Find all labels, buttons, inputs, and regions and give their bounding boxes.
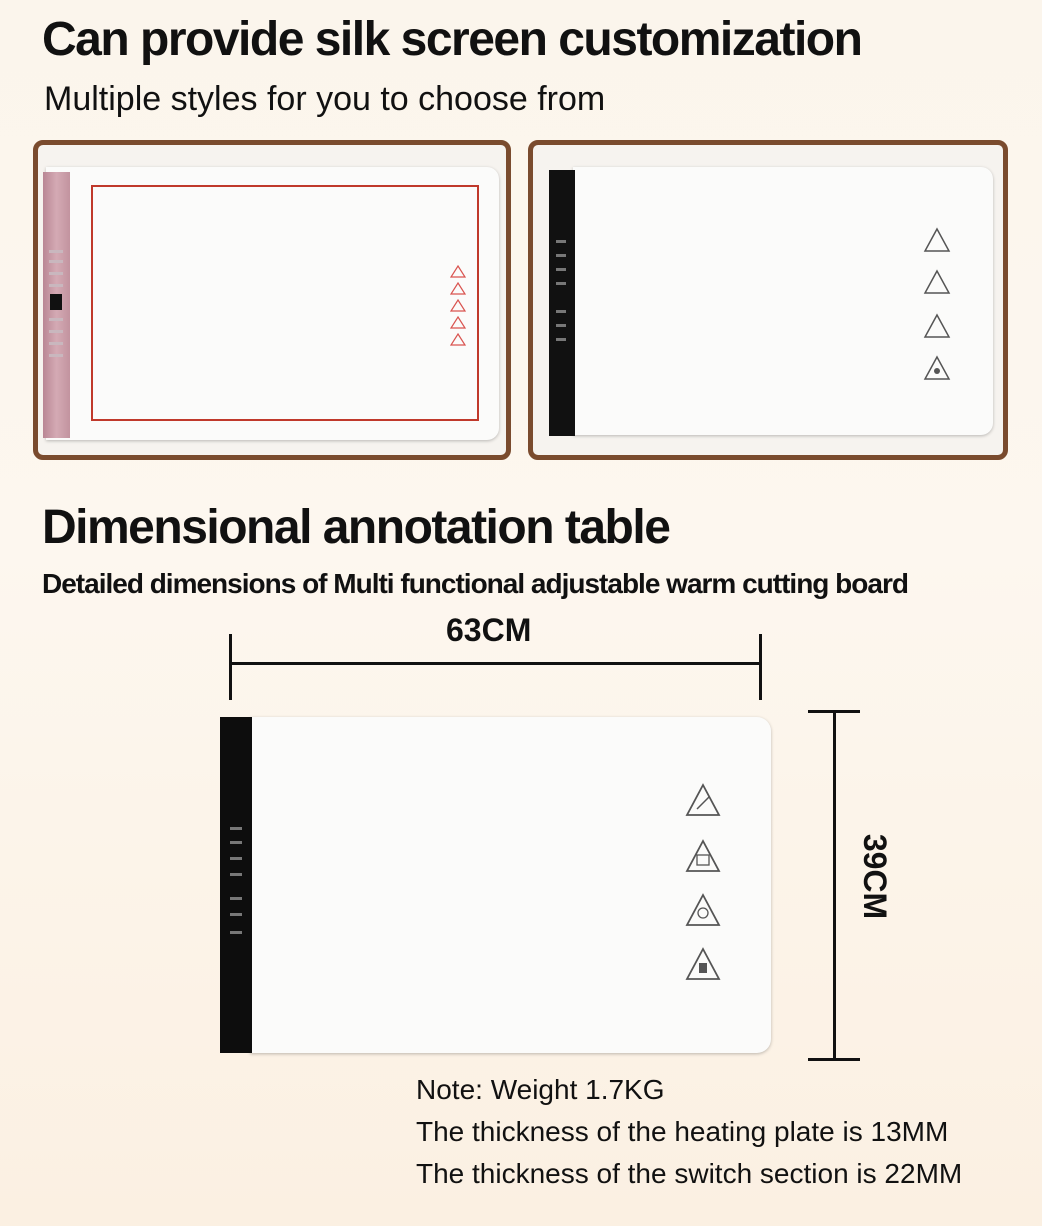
supervise-children-icon [925, 315, 949, 337]
section-title: Dimensional annotation table [42, 501, 670, 554]
note-switch-thickness: The thickness of the switch section is 22MM [416, 1158, 963, 1189]
supervise-children-icon [451, 300, 465, 311]
red-border-frame [91, 185, 479, 421]
control-strip-main [220, 717, 252, 1053]
supervise-children-icon [687, 895, 719, 925]
warning-icons-column [923, 227, 951, 387]
height-dimension-line [833, 710, 836, 1061]
width-label: 63CM [446, 612, 532, 648]
no-fold-icon [687, 841, 719, 871]
note-plate-thickness: The thickness of the heating plate is 13MM [416, 1116, 949, 1147]
warning-icons-column [450, 265, 466, 345]
width-dimension-line [229, 662, 762, 665]
no-scratch-icon [925, 229, 949, 251]
width-tick-right [759, 634, 762, 700]
style-option-pink [33, 140, 511, 460]
style-option-black [528, 140, 1008, 460]
note-weight: Note: Weight 1.7KG [416, 1074, 665, 1105]
no-scratch-icon [687, 785, 719, 815]
page-title: Can provide silk screen customization [42, 13, 862, 66]
control-strip-black [549, 170, 575, 436]
no-fold-icon [925, 271, 949, 293]
control-strip-pink [43, 172, 70, 438]
no-scratch-icon [451, 266, 465, 277]
no-fold-icon [451, 283, 465, 294]
page-subtitle: Multiple styles for you to choose from [44, 80, 606, 118]
section-subtitle: Detailed dimensions of Multi functional adjustable warm cutting board [42, 568, 908, 599]
width-tick-left [229, 634, 232, 700]
prevent-scalds-icon [451, 317, 465, 328]
warning-icons-column [685, 783, 721, 983]
height-label: 39CM [857, 833, 894, 920]
warning-icon [451, 334, 465, 345]
display-screen [50, 294, 62, 310]
